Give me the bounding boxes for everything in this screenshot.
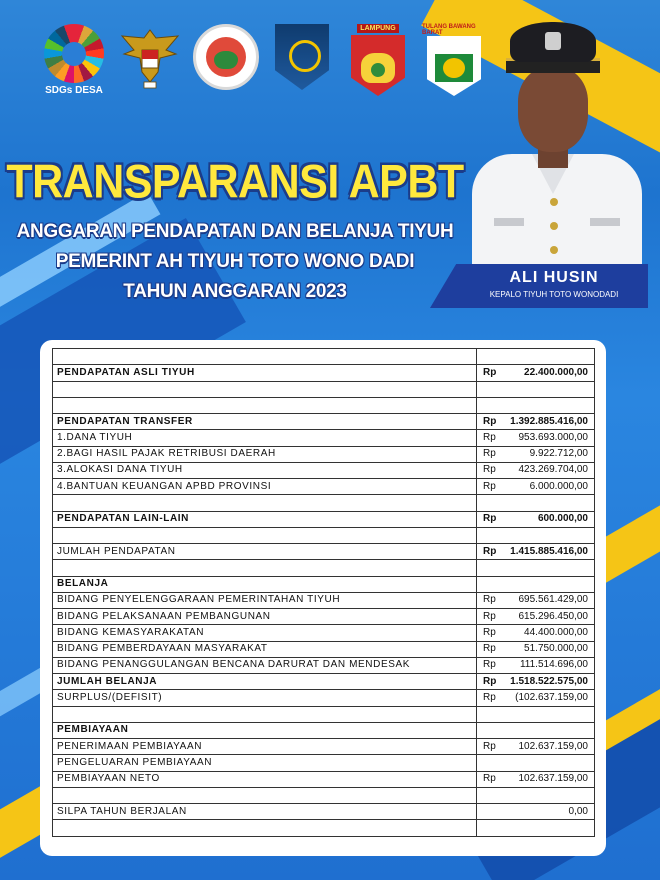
amount-value: 111.514.696,00 xyxy=(519,659,588,671)
amount-value: 1.415.885.416,00 xyxy=(510,545,588,557)
currency-label: Rp xyxy=(483,626,496,638)
row-label xyxy=(53,560,477,576)
row-label: BIDANG PENANGGULANGAN BENCANA DARURAT DAN MENDESAK xyxy=(53,657,477,673)
amount-value: 1.518.522.575,00 xyxy=(510,675,588,687)
garuda-logo xyxy=(118,24,182,96)
table-row xyxy=(53,787,595,803)
row-amount-cell xyxy=(477,495,595,511)
row-amount-cell xyxy=(477,755,595,771)
amount-value: 51.750.000,00 xyxy=(524,643,588,655)
subtitle-line-3: TAHUN ANGGARAN 2023 xyxy=(123,281,347,302)
row-label: BIDANG PENYELENGGARAAN PEMERINTAHAN TIYUH xyxy=(53,592,477,608)
table-row xyxy=(53,430,595,446)
row-label: PEMBIAYAAN xyxy=(53,722,477,738)
row-label: JUMLAH BELANJA xyxy=(53,674,477,690)
row-amount-cell xyxy=(477,674,595,690)
table-row xyxy=(53,349,595,365)
amount-value: 600.000,00 xyxy=(537,513,588,525)
row-amount-cell xyxy=(477,804,595,820)
currency-label: Rp xyxy=(483,415,497,427)
row-amount-cell xyxy=(477,430,595,446)
table-row xyxy=(53,592,595,608)
amount-value: 22.400.000,00 xyxy=(524,366,588,378)
row-label: JUMLAH PENDAPATAN xyxy=(53,544,477,560)
currency-label: Rp xyxy=(483,545,497,557)
face xyxy=(518,68,588,152)
table-row xyxy=(53,641,595,657)
row-label: PENDAPATAN LAIN-LAIN xyxy=(53,511,477,527)
row-amount-cell xyxy=(477,641,595,657)
logo-row xyxy=(42,24,486,96)
official-role: KEPALO TIYUH TOTO WONODADI xyxy=(489,290,619,299)
currency-label: Rp xyxy=(483,594,496,606)
row-amount-cell xyxy=(477,511,595,527)
table-row xyxy=(53,771,595,787)
official-name: ALI HUSIN xyxy=(509,269,599,286)
row-amount-cell xyxy=(477,560,595,576)
tulang-bawang-barat-logo xyxy=(270,24,334,96)
row-amount-cell xyxy=(477,820,595,836)
currency-label: Rp xyxy=(483,675,497,687)
amount-value: 615.296.450,00 xyxy=(518,610,588,622)
amount-value: 695.561.429,00 xyxy=(518,594,588,606)
row-amount-cell xyxy=(477,527,595,543)
lampung-province-logo xyxy=(346,24,410,96)
subtitle-line-1: ANGGARAN PENDAPATAN DAN BELANJA TIYUH xyxy=(16,221,454,242)
cap-badge-icon xyxy=(545,32,561,50)
row-label: 3.ALOKASI DANA TIYUH xyxy=(53,462,477,478)
row-amount-cell xyxy=(477,544,595,560)
row-label: SURPLUS/(DEFISIT) xyxy=(53,690,477,706)
ministry-logo xyxy=(194,24,258,96)
row-amount-cell xyxy=(477,576,595,592)
currency-label: Rp xyxy=(483,480,496,492)
row-label xyxy=(53,706,477,722)
amount-value: 953.693.000,00 xyxy=(518,431,588,443)
table-row xyxy=(53,625,595,641)
table-row xyxy=(53,804,595,820)
row-amount-cell xyxy=(477,771,595,787)
row-label: PENGELUARAN PEMBIAYAAN xyxy=(53,755,477,771)
row-amount-cell xyxy=(477,397,595,413)
sdg-wheel-icon xyxy=(44,24,104,83)
currency-label: Rp xyxy=(483,464,496,476)
row-amount-cell xyxy=(477,609,595,625)
row-label: PENDAPATAN ASLI TIYUH xyxy=(53,365,477,381)
amount-value: 9.922.712,00 xyxy=(529,448,588,460)
table-row xyxy=(53,739,595,755)
currency-label: Rp xyxy=(483,610,496,622)
currency-label: Rp xyxy=(483,659,496,671)
table-row xyxy=(53,381,595,397)
row-amount-cell xyxy=(477,446,595,462)
subtitle-line-2: PEMERINT AH TIYUH TOTO WONO DADI xyxy=(55,251,415,272)
row-label xyxy=(53,495,477,511)
budget-table xyxy=(52,348,595,837)
row-amount-cell xyxy=(477,625,595,641)
table-row xyxy=(53,544,595,560)
table-row xyxy=(53,527,595,543)
table-row xyxy=(53,495,595,511)
currency-label: Rp xyxy=(483,740,496,752)
table-row xyxy=(53,365,595,381)
row-label: 4.BANTUAN KEUANGAN APBD PROVINSI xyxy=(53,479,477,495)
official-portrait xyxy=(472,22,642,272)
lampung-shield-icon xyxy=(351,35,405,96)
amount-value: 102.637.159,00 xyxy=(518,740,588,752)
row-label: 1.DANA TIYUH xyxy=(53,430,477,446)
sdgs-desa-logo xyxy=(42,24,106,96)
table-row xyxy=(53,706,595,722)
row-amount-cell xyxy=(477,365,595,381)
row-label: BELANJA xyxy=(53,576,477,592)
row-amount-cell xyxy=(477,722,595,738)
row-label xyxy=(53,349,477,365)
amount-value: 6.000.000,00 xyxy=(529,480,588,492)
table-row xyxy=(53,414,595,430)
table-row xyxy=(53,479,595,495)
table-row xyxy=(53,722,595,738)
amount-value: 1.392.885.416,00 xyxy=(510,415,588,427)
row-amount-cell xyxy=(477,462,595,478)
amount-value: 44.400.000,00 xyxy=(524,626,588,638)
main-title: TRANSPARANSI APBT xyxy=(6,155,464,209)
row-amount-cell xyxy=(477,787,595,803)
row-label: PENDAPATAN TRANSFER xyxy=(53,414,477,430)
sdg-label: SDGs DESA xyxy=(45,85,103,96)
table-row xyxy=(53,657,595,673)
ministry-emblem-icon xyxy=(193,24,259,90)
table-row xyxy=(53,397,595,413)
table-row xyxy=(53,462,595,478)
row-label: SILPA TAHUN BERJALAN xyxy=(53,804,477,820)
row-label: BIDANG PELAKSANAAN PEMBANGUNAN xyxy=(53,609,477,625)
row-amount-cell xyxy=(477,690,595,706)
table-row xyxy=(53,560,595,576)
row-label: BIDANG PEMBERDAYAAN MASYARAKAT xyxy=(53,641,477,657)
row-amount-cell xyxy=(477,657,595,673)
row-label: 2.BAGI HASIL PAJAK RETRIBUSI DAERAH xyxy=(53,446,477,462)
row-label xyxy=(53,381,477,397)
row-amount-cell xyxy=(477,592,595,608)
currency-label: Rp xyxy=(483,773,496,785)
row-label xyxy=(53,787,477,803)
table-row xyxy=(53,511,595,527)
row-label xyxy=(53,397,477,413)
row-label: PEMBIAYAAN NETO xyxy=(53,771,477,787)
row-amount-cell xyxy=(477,414,595,430)
regency-shield-icon xyxy=(275,24,329,90)
row-amount-cell xyxy=(477,381,595,397)
row-label: PENERIMAAN PEMBIAYAAN xyxy=(53,739,477,755)
currency-label: Rp xyxy=(483,691,496,703)
table-row xyxy=(53,446,595,462)
currency-label: Rp xyxy=(483,643,496,655)
table-row xyxy=(53,576,595,592)
title-block xyxy=(0,155,470,303)
currency-label: Rp xyxy=(483,366,497,378)
regency-tag: TULANG BAWANG BARAT xyxy=(422,24,476,36)
garuda-emblem-icon xyxy=(118,24,182,94)
row-amount-cell xyxy=(477,706,595,722)
table-row xyxy=(53,674,595,690)
table-row xyxy=(53,755,595,771)
table-row xyxy=(53,820,595,836)
row-label xyxy=(53,820,477,836)
row-amount-cell xyxy=(477,479,595,495)
row-amount-cell xyxy=(477,349,595,365)
currency-label: Rp xyxy=(483,431,496,443)
budget-card xyxy=(40,340,606,856)
currency-label: Rp xyxy=(483,448,496,460)
amount-value: 423.269.704,00 xyxy=(518,464,588,476)
table-row xyxy=(53,690,595,706)
amount-value: 102.637.159,00 xyxy=(518,773,588,785)
row-label: BIDANG KEMASYARAKATAN xyxy=(53,625,477,641)
row-amount-cell xyxy=(477,739,595,755)
amount-value: 0,00 xyxy=(568,805,588,817)
currency-label: Rp xyxy=(483,513,497,525)
lampung-tag: LAMPUNG xyxy=(357,24,398,33)
table-row xyxy=(53,609,595,625)
amount-value: (102.637.159,00 xyxy=(515,691,588,703)
row-label xyxy=(53,527,477,543)
